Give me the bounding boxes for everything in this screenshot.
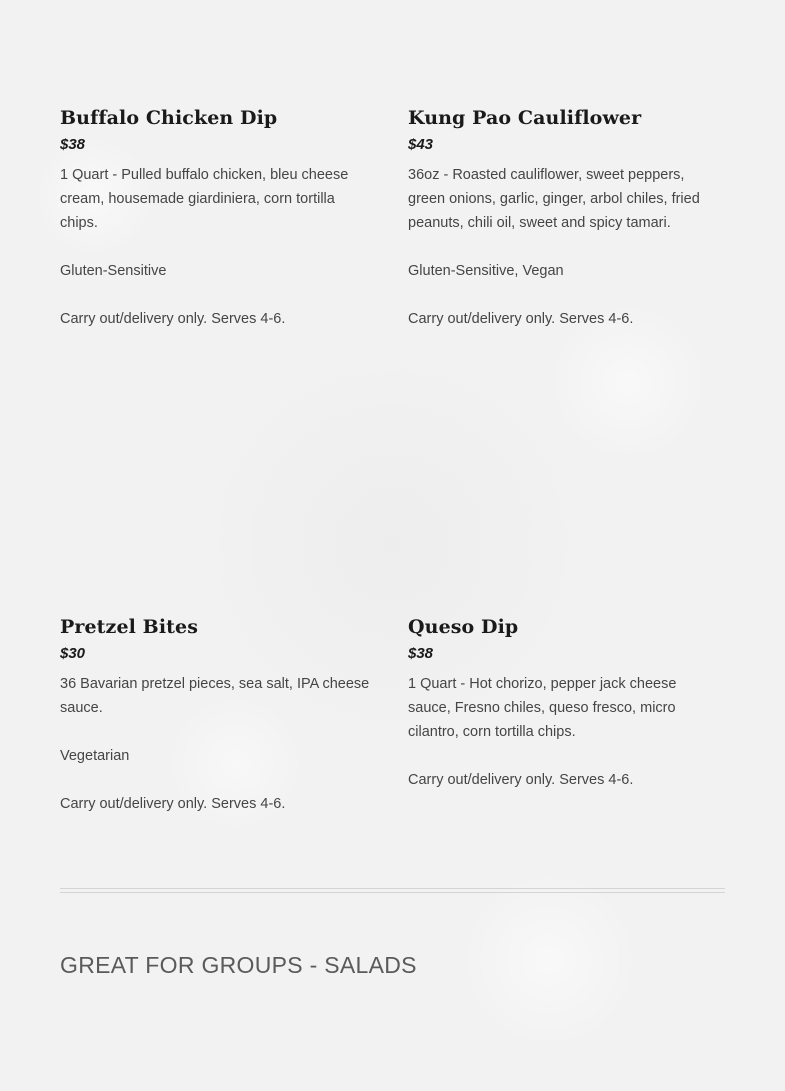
item-note: Carry out/delivery only. Serves 4-6. <box>408 311 634 327</box>
item-note: Carry out/delivery only. Serves 4-6. <box>408 772 634 788</box>
item-name: Pretzel Bites <box>60 616 199 638</box>
item-description: 1 Quart - Pulled buffalo chicken, bleu cheese cream, housemade giardiniera, corn tortilla chips. <box>60 167 349 231</box>
item-price: $43 <box>408 136 434 153</box>
item-description: 36oz - Roasted cauliflower, sweet peppers, green onions, garlic, ginger, arbol chiles, fried peanuts, chili oil, sweet and spicy tamari. <box>408 167 700 231</box>
item-price: $30 <box>60 645 86 662</box>
item-name: Buffalo Chicken Dip <box>60 107 278 129</box>
item-name: Queso Dip <box>408 616 519 638</box>
item-dietary: Gluten-Sensitive <box>60 263 167 279</box>
section-divider <box>60 888 725 893</box>
section-title: GREAT FOR GROUPS - SALADS <box>60 952 417 978</box>
item-dietary: Vegetarian <box>60 748 130 764</box>
item-description: 36 Bavarian pretzel pieces, sea salt, IPA cheese sauce. <box>60 676 370 716</box>
menu-item-kung-pao-cauliflower <box>408 106 718 331</box>
menu-item-queso-dip <box>408 615 718 792</box>
item-name: Kung Pao Cauliflower <box>408 107 642 129</box>
menu-item-buffalo-chicken-dip <box>60 106 370 331</box>
item-price: $38 <box>60 136 86 153</box>
item-note: Carry out/delivery only. Serves 4-6. <box>60 796 286 812</box>
menu-item-pretzel-bites <box>60 615 370 816</box>
item-price: $38 <box>408 645 434 662</box>
item-dietary: Gluten-Sensitive, Vegan <box>408 263 564 279</box>
item-description: 1 Quart - Hot chorizo, pepper jack cheese sauce, Fresno chiles, queso fresco, micro cilantro, corn tortilla chips. <box>408 676 677 740</box>
item-note: Carry out/delivery only. Serves 4-6. <box>60 311 286 327</box>
